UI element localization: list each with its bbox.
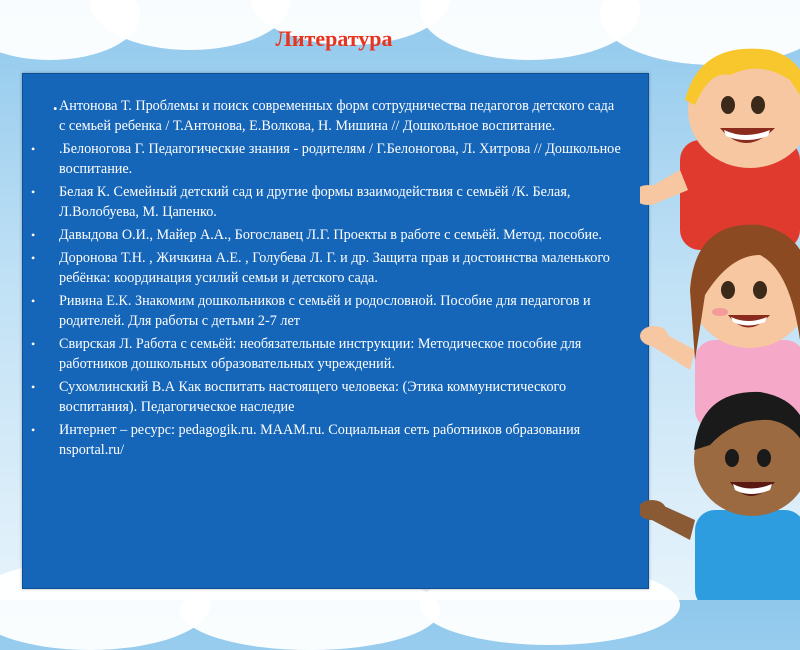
reference-text: Доронова Т.Н. , Жичкина А.Е. , Голубева Л. Г. и др. Защита прав и достоинства маленького ребёнка: координация усилий семьи и детского сада. <box>59 250 610 286</box>
references-panel <box>22 73 649 589</box>
children-illustration <box>640 40 800 600</box>
reference-text: Давыдова О.И., Майер А.А., Богославец Л.Г. Проекты в работе с семьёй. Метод. пособие. <box>59 227 602 243</box>
list-item <box>23 420 623 460</box>
reference-text: Антонова Т. Проблемы и поиск современных форм сотрудничества педагогов детского сада с семьей ребенка / Т.Антонова, Е.Волкова, Н. Мишина // Дошкольное воспитание. <box>59 98 615 134</box>
reference-text: Ривина Е.К. Знакомим дошкольников с семьёй и родословной. Пособие для педагогов и родителей. Для работы с детьми 2-7 лет <box>59 293 591 329</box>
bullet-marker: • <box>31 185 36 199</box>
references-list <box>23 96 623 463</box>
page-title: Литература <box>275 26 393 51</box>
bullet-marker: • <box>31 142 36 156</box>
list-item <box>23 248 623 288</box>
list-item <box>23 139 623 179</box>
bullet-marker: • <box>31 337 36 351</box>
list-item <box>23 96 623 136</box>
reference-text: Свирская Л. Работа с семьёй: необязательные инструкции: Методическое пособие для работников дошкольных образовательных учреждений. <box>59 336 582 372</box>
list-item <box>23 291 623 331</box>
reference-text: Интернет – ресурс: pedagogik.ru. МААМ.ru. Социальная сеть работников образования nsportal.ru/ <box>59 422 581 458</box>
list-item <box>23 225 623 245</box>
reference-text: .Белоногова Г. Педагогические знания - родителям / Г.Белоногова, Л. Хитрова // Дошкольное воспитание. <box>59 141 621 177</box>
blonde-boy-figure <box>640 49 800 250</box>
list-item <box>23 182 623 222</box>
reference-text: Сухомлинский В.А Как воспитать настоящего человека: (Этика коммунистического воспитания). Педагогическое наследие <box>59 379 567 415</box>
bullet-marker: • <box>31 294 36 308</box>
bullet-marker: • <box>31 380 36 394</box>
reference-text: Белая К. Семейный детский сад и другие формы взаимодействия с семьёй /К. Белая, Л.Волобуева, М. Цапенко. <box>59 184 571 220</box>
list-item <box>23 334 623 374</box>
bullet-marker: . <box>53 94 58 114</box>
dark-haired-boy-figure <box>640 392 800 600</box>
list-item <box>23 377 623 417</box>
bullet-marker: • <box>31 251 36 265</box>
bullet-marker: • <box>31 228 36 242</box>
bullet-marker: • <box>31 423 36 437</box>
